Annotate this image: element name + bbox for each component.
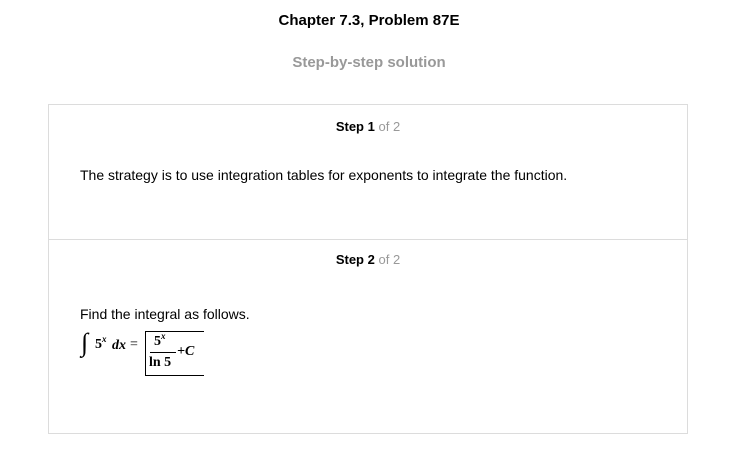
step-text: Find the integral as follows. — [80, 306, 250, 322]
step-header — [49, 119, 687, 134]
integration-constant: +C — [177, 344, 195, 359]
fraction-bar — [150, 352, 176, 353]
step-of-total: of 2 — [378, 252, 401, 267]
step-label: Step — [335, 119, 364, 134]
differential: dx — [112, 338, 126, 353]
step-section-1 — [49, 105, 687, 240]
solution-card — [48, 104, 688, 434]
step-text: The strategy is to use integration tables for exponents to integrate the function. — [80, 167, 568, 183]
step-of-total: of 2 — [378, 119, 401, 134]
integral-sign: ∫ — [81, 328, 89, 357]
step-label: Step — [335, 252, 364, 267]
fraction-numerator: 5$^x$ — [154, 331, 166, 349]
step-section-2 — [49, 239, 687, 433]
step-header — [49, 252, 687, 267]
answer-box — [145, 331, 204, 376]
page-subtitle: Step-by-step solution — [292, 54, 446, 71]
step-number: 2 — [367, 252, 375, 267]
step-number: 1 — [367, 119, 375, 134]
fraction-denominator: ln 5 — [149, 355, 172, 370]
equals-sign: = — [130, 337, 138, 352]
page-title: Chapter 7.3, Problem 87E — [278, 12, 460, 29]
integrand: 5$^x$ — [95, 334, 107, 352]
